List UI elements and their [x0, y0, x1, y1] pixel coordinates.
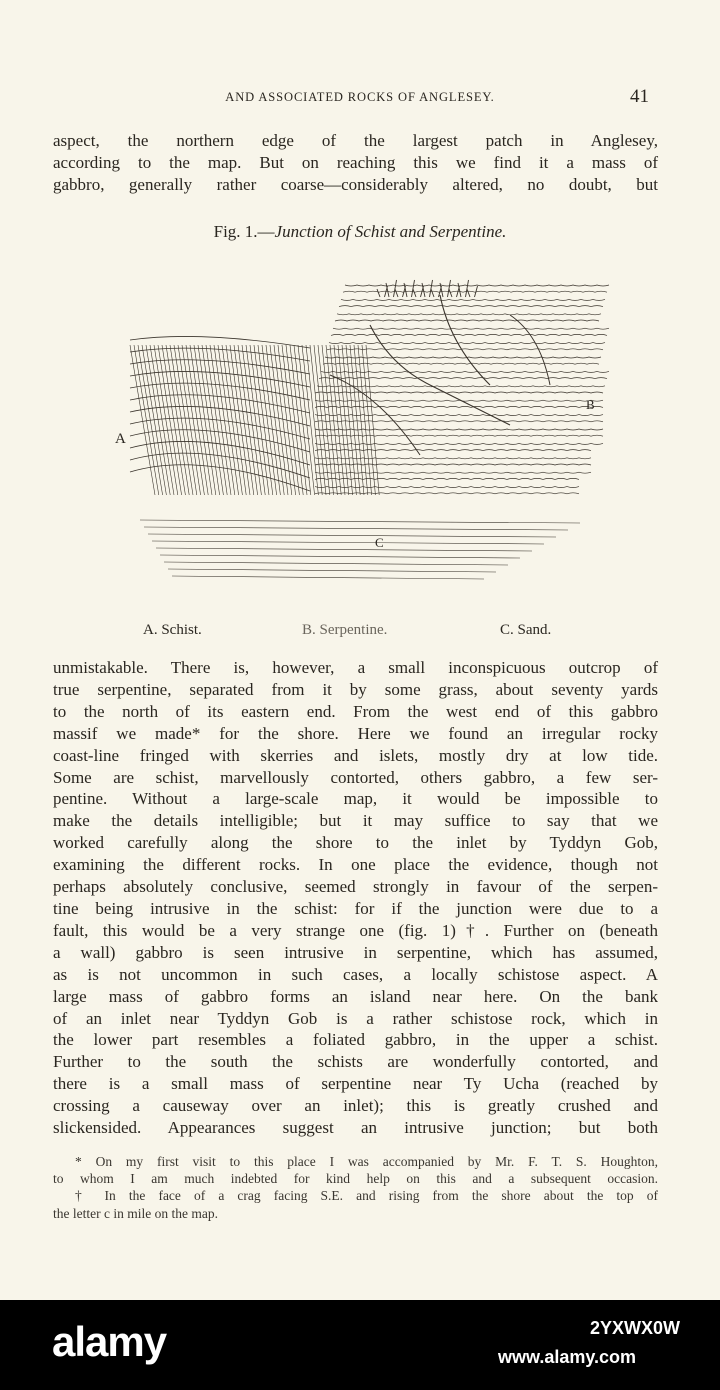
text-line: pentine. Without a large-scale map, it would be impossible to [53, 789, 658, 809]
text-line: as is not uncommon in such cases, a locally schistose aspect. A [53, 964, 658, 984]
legend-sand: C. Sand. [500, 622, 552, 638]
text-line: crossing a causeway over an inlet); this is greatly crushed and [53, 1096, 658, 1116]
figure-caption-title: Junction of Schist and Serpentine. [274, 222, 507, 241]
footnote-line: † In the face of a crag facing S.E. and rising from the shore about the top of [75, 1188, 658, 1204]
text-line: aspect, the northern edge of the largest patch in Anglesey, [53, 131, 658, 150]
sand-strata [140, 520, 580, 579]
figure-legend [0, 622, 720, 642]
text-line: large mass of gabbro forms an island near here. On the bank [53, 986, 658, 1006]
text-line: tine being intrusive in the schist: for if the junction were due to a [53, 898, 658, 918]
figure-caption [0, 222, 720, 242]
footnote-line: the letter c in mile on the map. [53, 1205, 218, 1221]
text-line: massif we made* for the shore. Here we found an irregular rocky [53, 723, 658, 743]
text-line: a wall) gabbro is seen intrusive in serpentine, which has assumed, [53, 942, 658, 962]
site-url: www.alamy.com [498, 1347, 637, 1367]
footnote-line: * On my first visit to this place I was accompanied by Mr. F. T. S. Houghton, [75, 1154, 658, 1169]
text-line: to the north of its eastern end. From the west end of this gabbro [53, 701, 658, 721]
text-line: Further to the south the schists are wonderfully contorted, and [53, 1052, 658, 1072]
text-line: of an inlet near Tyddyn Gob is a rather schistose rock, which in [53, 1008, 658, 1028]
footnotes [53, 1153, 658, 1222]
label-a: A [115, 431, 126, 447]
text-line: gabbro, generally rather coarse—considerably altered, no doubt, but [53, 174, 658, 194]
grass-tufts [377, 280, 478, 297]
footnote-line: to whom I am much indebted for kind help on this and a subsequent occasion. [53, 1171, 658, 1187]
text-line: examining the different rocks. In one place the evidence, though not [53, 855, 658, 875]
text-line: true serpentine, separated from it by some grass, about seventy yards [53, 679, 658, 699]
brand-logo: alamy [52, 1318, 167, 1365]
text-line: perhaps absolutely conclusive, seemed strongly in favour of the serpen- [53, 877, 658, 897]
label-b: B [586, 397, 595, 412]
label-c: C [375, 535, 384, 550]
text-line: make the details intelligible; but it may suffice to say that we [53, 811, 658, 831]
running-head: AND ASSOCIATED ROCKS OF ANGLESEY. [225, 90, 495, 104]
text-line: slickensided. Appearances suggest an intrusive junction; but both [53, 1118, 658, 1138]
schist-block [130, 336, 379, 495]
figure-caption-prefix: Fig. 1.— [213, 222, 275, 241]
text-line: there is a small mass of serpentine near Ty Ucha (reached by [53, 1074, 658, 1094]
paragraph-main [53, 657, 658, 1139]
paragraph-top [53, 130, 658, 196]
legend-serpentine: B. Serpentine. [302, 622, 388, 638]
text-line: the lower part resembles a foliated gabbro, in the upper a schist. [53, 1030, 658, 1050]
text-line: worked carefully along the shore to the inlet by Tyddyn Gob, [53, 833, 658, 853]
text-line: according to the map. But on reaching this we find it a mass of [53, 152, 658, 172]
text-line: coast-line fringed with skerries and islets, mostly dry at low tide. [53, 745, 658, 765]
text-line: Some are schist, marvellously contorted, others gabbro, a few ser- [53, 767, 658, 787]
image-id: 2YXWX0W [590, 1318, 681, 1338]
text-line: unmistakable. There is, however, a small inconspicuous outcrop of [53, 658, 658, 677]
text-line: fault, this would be a very strange one (fig. 1)†. Further on (beneath [53, 920, 658, 940]
serpentine-block [315, 285, 609, 494]
page-number: 41 [630, 86, 649, 107]
geology-engraving [110, 255, 610, 600]
legend-schist: A. Schist. [143, 622, 202, 638]
